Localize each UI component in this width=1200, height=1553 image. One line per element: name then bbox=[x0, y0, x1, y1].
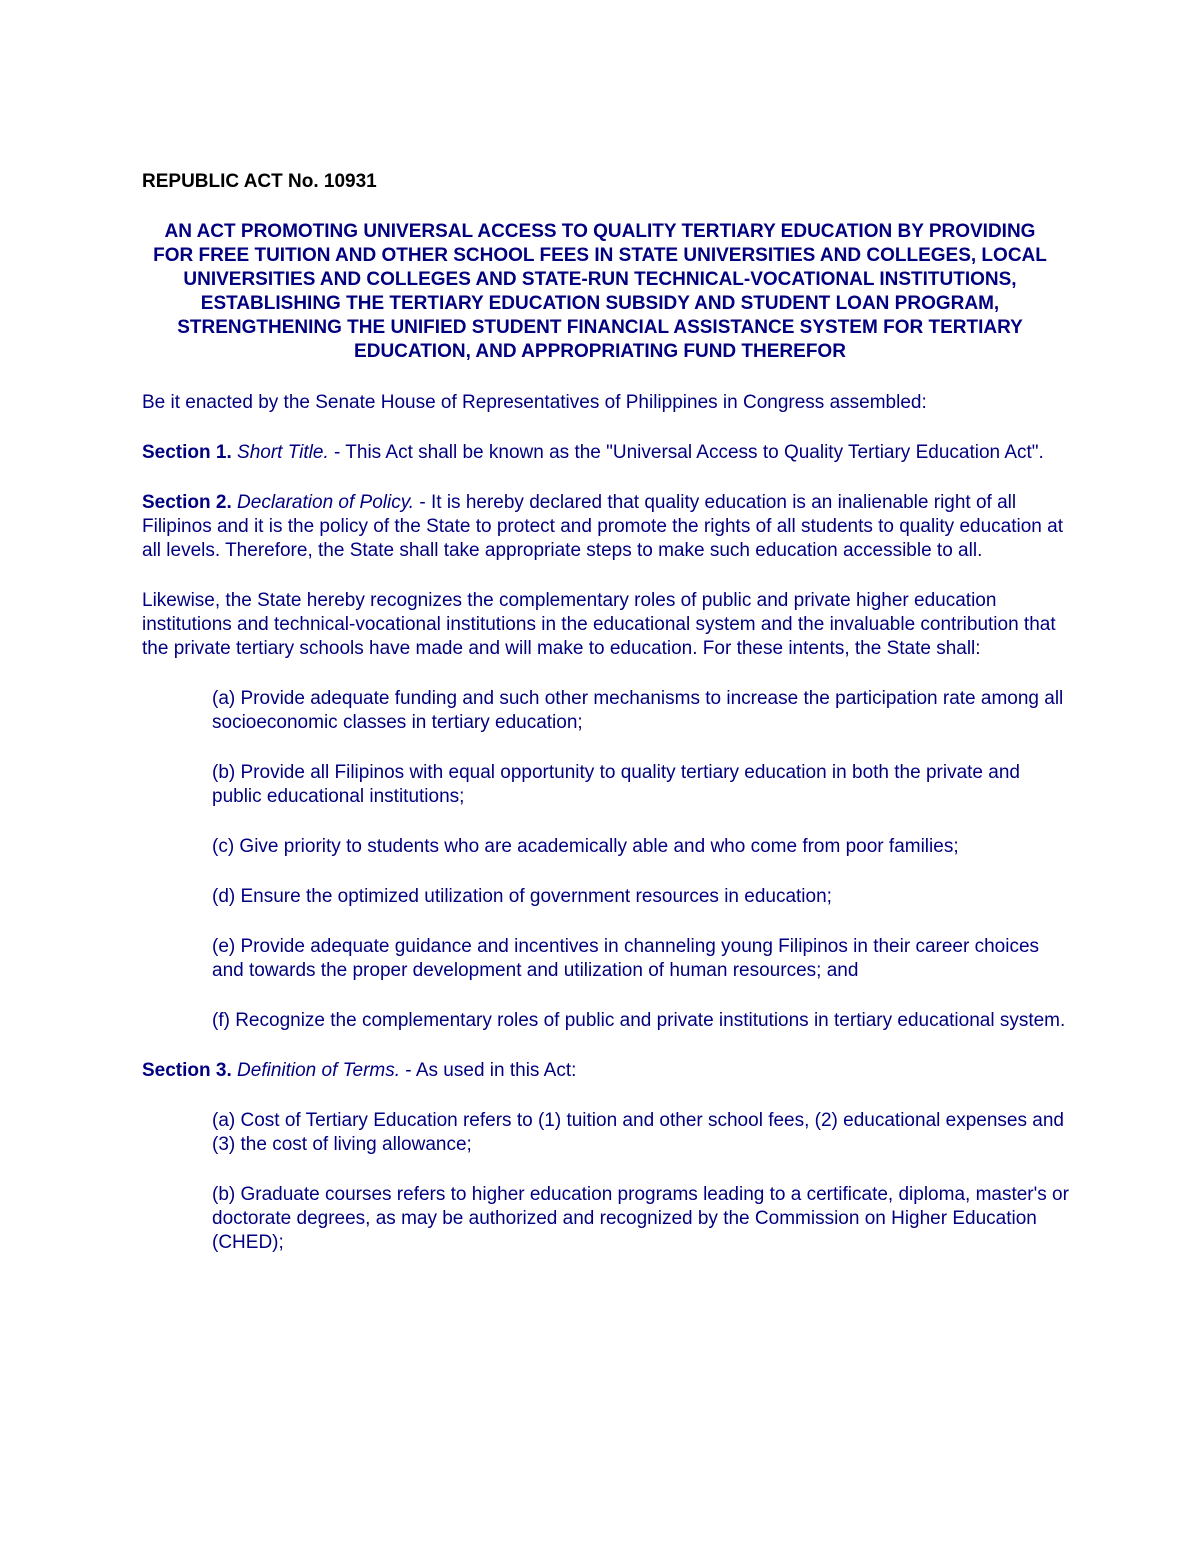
section-1-heading: Short Title. bbox=[237, 442, 329, 463]
act-number: REPUBLIC ACT No. 10931 bbox=[142, 171, 377, 192]
section-1-label: Section 1. bbox=[142, 442, 232, 463]
section-2-label: Section 2. bbox=[142, 492, 232, 513]
section-3-item-a: (a) Cost of Tertiary Education refers to (1) tuition and other school fees, (2) educational expenses and (3) the cost of living allowance; bbox=[212, 1110, 1064, 1155]
section-2 bbox=[142, 491, 1072, 563]
section-3-heading: Definition of Terms. bbox=[237, 1060, 401, 1081]
section-2-item-a: (a) Provide adequate funding and such other mechanisms to increase the participation rate among all socioeconomic classes in tertiary education; bbox=[212, 688, 1064, 733]
act-title: AN ACT PROMOTING UNIVERSAL ACCESS TO QUALITY TERTIARY EDUCATION BY PROVIDING FOR FREE TUITION AND OTHER SCHOOL FEES IN STATE UNIVERSITIES AND COLLEGES, LOCAL UNIVERSITIES AND COLLEGES AND STATE-RUN TECHNICAL-VOCATIONAL INSTITUTIONS, ESTABLISHING THE TERTIARY EDUCATION SUBSIDY AND STUDENT LOAN PROGRAM, STRENGTHENING THE UNIFIED STUDENT FINANCIAL ASSISTANCE SYSTEM FOR TERTIARY EDUCATION, AND APPROPRIATING FUND THEREFOR bbox=[153, 221, 1047, 362]
section-2-item-e: (e) Provide adequate guidance and incentives in channeling young Filipinos in their career choices and towards the proper development and utilization of human resources; and bbox=[212, 936, 1040, 981]
section-3-label: Section 3. bbox=[142, 1060, 232, 1081]
section-3-item-b: (b) Graduate courses refers to higher education programs leading to a certificate, diploma, master's or doctorate degrees, as may be authorized and recognized by the Commission on Higher Education (CHED); bbox=[212, 1184, 1069, 1253]
document-body bbox=[142, 391, 1072, 1281]
section-2-item-b: (b) Provide all Filipinos with equal opportunity to quality tertiary education in both the private and public educational institutions; bbox=[212, 762, 1020, 807]
section-3 bbox=[142, 1059, 1072, 1083]
section-3-text: - As used in this Act: bbox=[400, 1060, 577, 1081]
section-2-item-f: (f) Recognize the complementary roles of public and private institutions in tertiary educational system. bbox=[212, 1010, 1066, 1031]
section-2-item-c: (c) Give priority to students who are academically able and who come from poor families; bbox=[212, 836, 959, 857]
section-2-text: - It is hereby declared that quality education is an inalienable right of all Filipinos and it is the policy of the State to protect and promote the rights of all students to quality education at all levels. Therefore, the State shall take appropriate steps to make such education accessible to all. bbox=[142, 492, 1063, 561]
enacting-clause: Be it enacted by the Senate House of Representatives of Philippines in Congress assembled: bbox=[142, 392, 927, 413]
section-1-text: - This Act shall be known as the "Universal Access to Quality Tertiary Education Act". bbox=[328, 442, 1044, 463]
section-1 bbox=[142, 441, 1072, 465]
section-2-paragraph-2: Likewise, the State hereby recognizes the complementary roles of public and private higher education institutions and technical-vocational institutions in the educational system and the invaluable contribution that the private tertiary schools have made and will make to education. For these intents, the State shall: bbox=[142, 590, 1056, 659]
section-2-item-d: (d) Ensure the optimized utilization of government resources in education; bbox=[212, 886, 832, 907]
section-2-heading: Declaration of Policy. bbox=[237, 492, 415, 513]
